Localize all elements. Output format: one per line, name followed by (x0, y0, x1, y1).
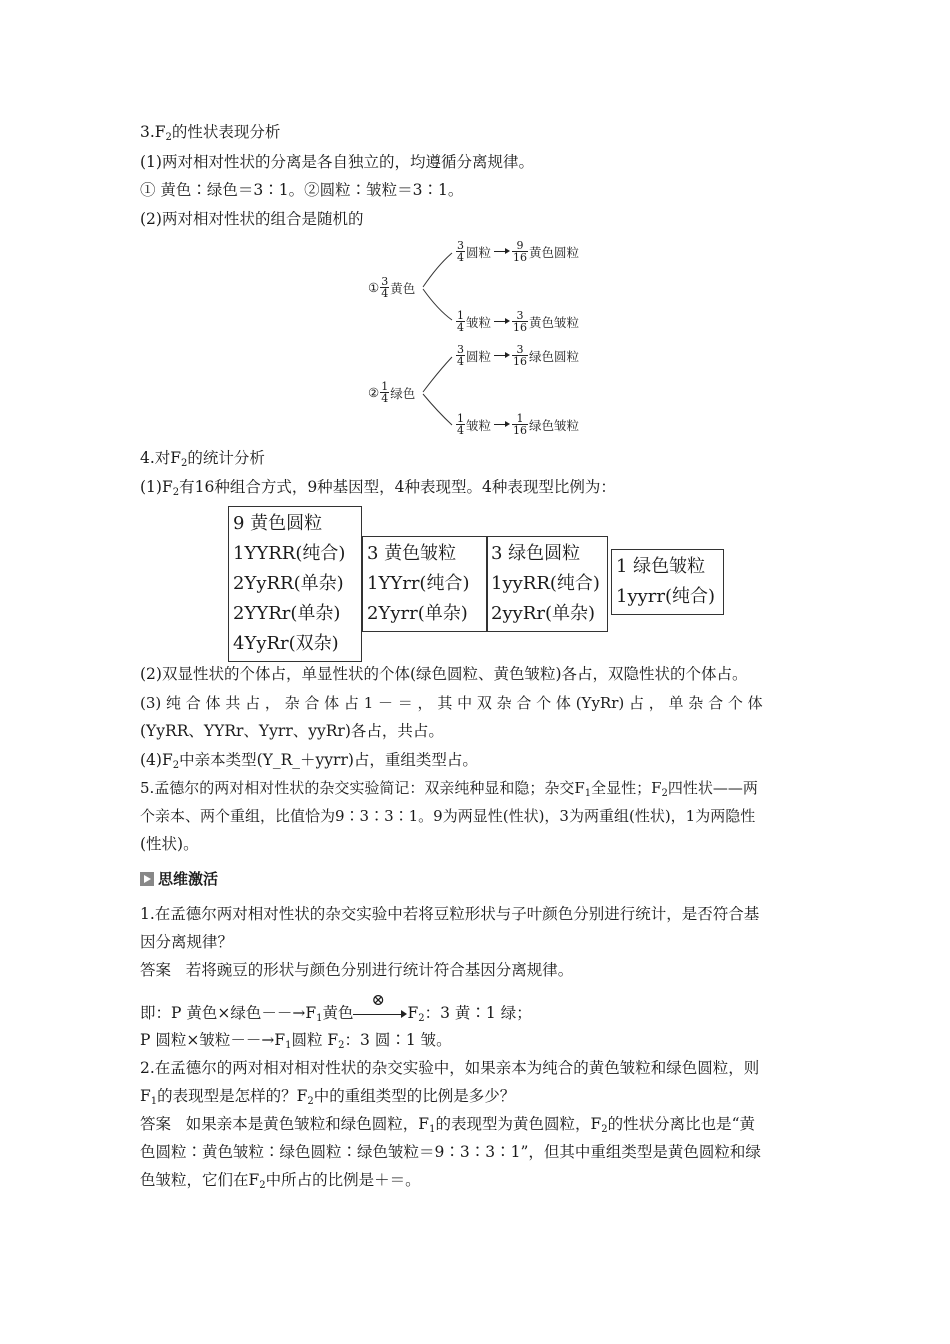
tree-branch-yellow-round: $\frac{3}{4}$ 圆粒 $\frac{9}{16}$ 黄色圆粒 (457, 239, 580, 264)
paragraph: (1)两对相对性状的分离是各自独立的，均遵循分离规律。 (140, 153, 534, 171)
paragraph: (2)双显性状的个体占，单显性状的个体(绿色圆粒、黄色皱粒)各占，双隐性状的个体占。 (140, 665, 748, 683)
arrow-icon (494, 321, 508, 322)
arrow-icon (494, 251, 508, 252)
answer: 色圆粒∶黄色皱粒∶绿色圆粒∶绿色皱粒＝9∶3∶3∶1”，但其中重组类型是黄色圆粒和绿 (140, 1143, 761, 1161)
paragraph: (3) 纯 合 体 共 占 ， 杂 合 体 占 1 － ＝ ， 其 中 双 杂 合 个 体 (YyRr) 占 ， 单 杂 合 个 体 (140, 694, 763, 712)
paragraph: ① 黄色∶绿色＝3∶1。②圆粒∶皱粒＝3∶1。 (140, 181, 464, 199)
paragraph: (性状)。 (140, 835, 199, 853)
answer: 色皱粒，它们在$F_2$中所占的比例是＋＝。 (140, 1171, 421, 1191)
tree-branch-green-wrinkled: $\frac{1}{4}$ 皱粒 $\frac{1}{16}$ 绿色皱粒 (457, 412, 580, 437)
question: $F_1$的表现型是怎样的？$F_2$中的重组类型的比例是多少？ (140, 1087, 516, 1107)
paragraph: (YyRR、YYRr、Yyrr、yyRr)各占，共占。 (140, 722, 444, 740)
ratio-box-yellow-round: 9 黄色圆粒 1YYRR(纯合) 2YyRR(单杂) 2YYRr(单杂) 4YyRr(双杂) (228, 506, 362, 662)
arrow-icon (494, 355, 508, 356)
paragraph: 5.孟德尔的两对相对性状的杂交实验简记：双亲纯种显和隐；杂交$F_1$全显性；$F_2$四性状——两 (140, 779, 758, 799)
ratio-box-yellow-wrinkled: 3 黄色皱粒 1YYrr(纯合) 2Yyrr(单杂) (362, 536, 488, 632)
cross-example-1: 即：P 黄色×绿色$--\to F_1$黄色 ⊗ $F_2$：3 黄∶1 绿； (140, 990, 532, 1024)
tree-root-green: ② $\frac{1}{4}$ 绿色 (368, 380, 416, 405)
ratio-box-green-round: 3 绿色圆粒 1yyRR(纯合) 2yyRr(单杂) (486, 536, 608, 632)
combination-tree-lines (0, 0, 950, 450)
paragraph: (2)两对相对性状的组合是随机的 (140, 210, 364, 228)
section-title-thinking: 思维激活 (140, 868, 218, 889)
question: 因分离规律？ (140, 933, 234, 951)
tree-branch-green-round: $\frac{3}{4}$ 圆粒 $\frac{3}{16}$ 绿色圆粒 (457, 343, 580, 368)
section-4-heading: 4.对$F_2$的统计分析 (140, 449, 265, 469)
cross-example-2: P 圆粒×皱粒$--\to F_1$圆粒 $F_2$：3 圆∶1 皱。 (140, 1031, 452, 1051)
answer: 答案 若将豌豆的形状与颜色分别进行统计符合基因分离规律。 (140, 961, 574, 979)
play-triangle-icon (140, 872, 154, 886)
ratio-box-green-wrinkled: 1 绿色皱粒 1yyrr(纯合) (611, 549, 724, 615)
question: 2.在孟德尔的两对相对相对性状的杂交实验中，如果亲本为纯合的黄色皱粒和绿色圆粒，则 (140, 1059, 760, 1077)
answer: 答案 如果亲本是黄色皱粒和绿色圆粒，$F_1$的表现型为黄色圆粒，$F_2$的性状分离比也是“黄 (140, 1115, 756, 1135)
question: 1.在孟德尔两对相对性状的杂交实验中若将豆粒形状与子叶颜色分别进行统计，是否符合基 (140, 905, 760, 923)
selfing-arrow (353, 990, 407, 1019)
tree-branch-yellow-wrinkled: $\frac{1}{4}$ 皱粒 $\frac{3}{16}$ 黄色皱粒 (457, 309, 580, 334)
tree-root-yellow: ① $\frac{3}{4}$ 黄色 (368, 275, 416, 300)
section-3-heading: $3.F_2$的性状表现分析 (140, 123, 281, 143)
paragraph: $(1)F_2$有16种组合方式，9种基因型，4种表现型。4种表现型比例为： (140, 478, 616, 498)
selfing-icon: ⊗ (371, 990, 385, 1009)
paragraph: 个亲本、两个重组，比值恰为9∶3∶3∶1。9为两显性(性状)，3为两重组(性状)，1为两隐性 (140, 807, 756, 825)
paragraph: $(4)F_2$中亲本类型(Y_R_＋yyrr)占，重组类型占。 (140, 751, 478, 771)
arrow-icon (494, 424, 508, 425)
